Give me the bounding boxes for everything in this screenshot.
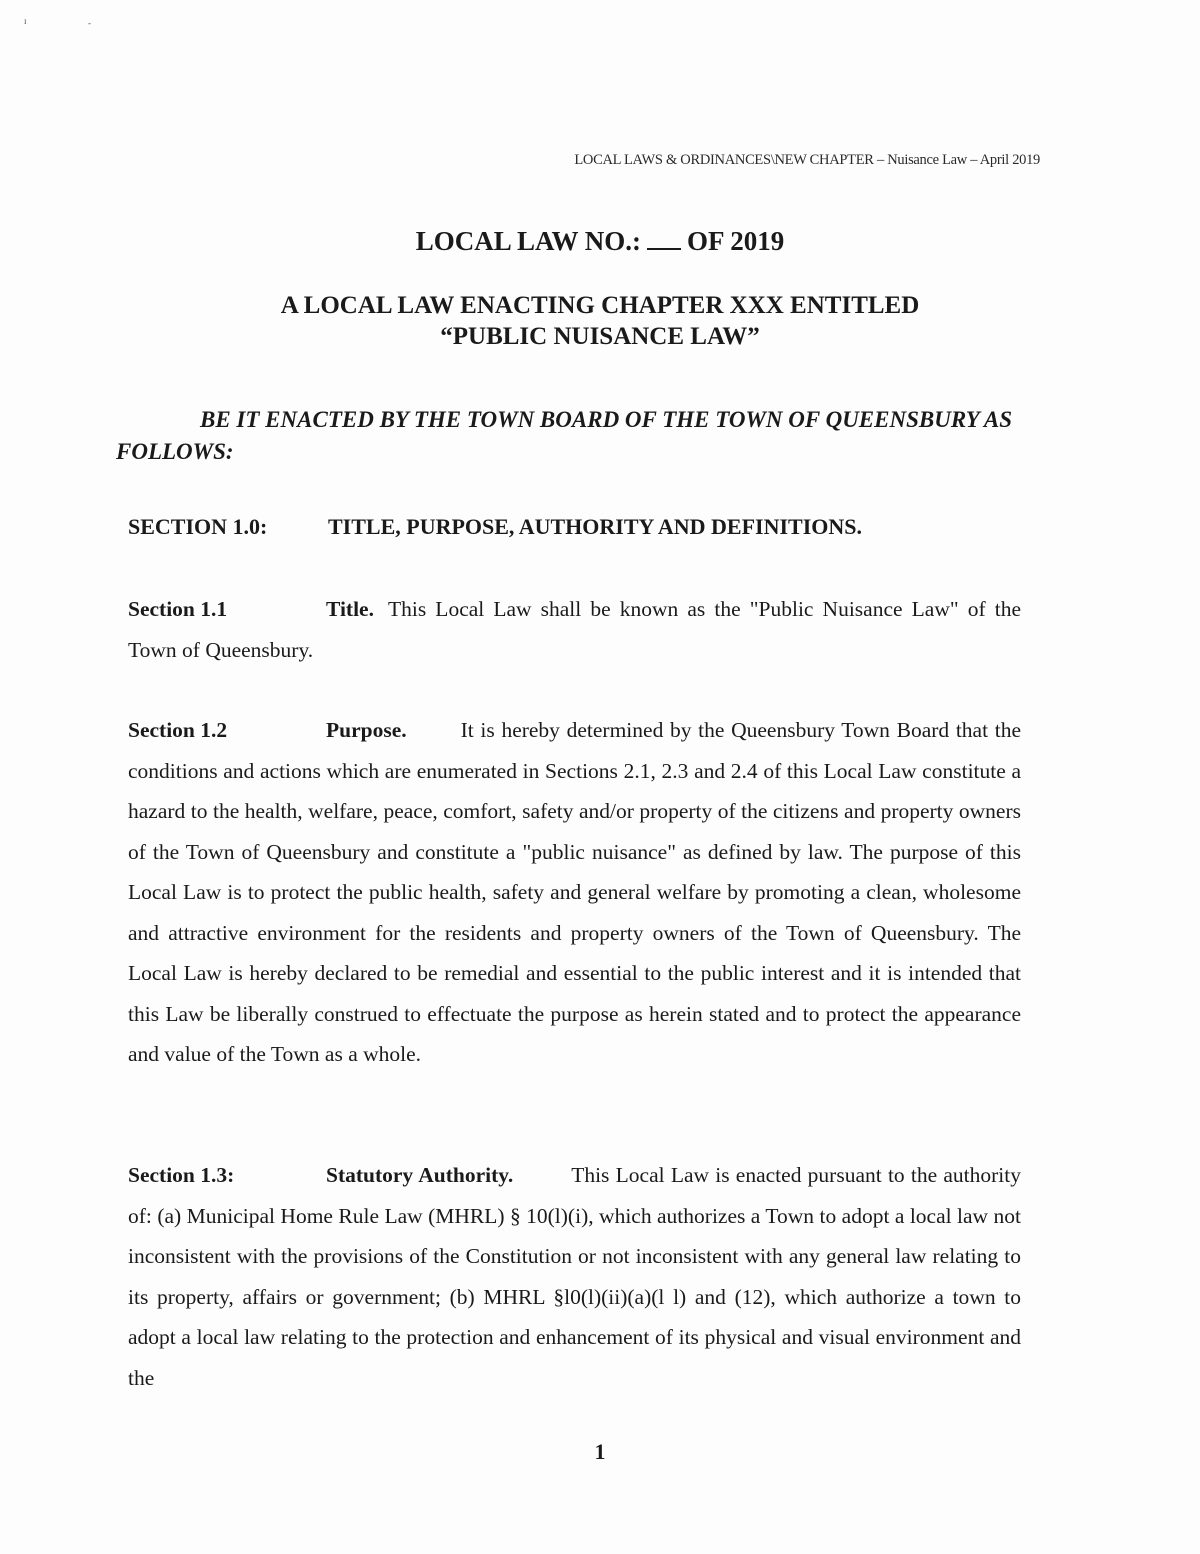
section-1-heading — [128, 514, 862, 540]
section-label: Section 1.3: — [128, 1163, 235, 1187]
document-header-path: LOCAL LAWS & ORDINANCES\NEW CHAPTER – Nuisance Law – April 2019 — [574, 152, 1040, 168]
section-label: Section 1.1 — [128, 597, 228, 621]
law-number-prefix: LOCAL LAW NO.: — [415, 226, 642, 256]
section-1-number: SECTION 1.0: — [128, 514, 268, 539]
section-heading: Title. — [326, 597, 374, 621]
chapter-title-line-2: “PUBLIC NUISANCE LAW” — [440, 323, 760, 350]
chapter-title-line-1: A LOCAL LAW ENACTING CHAPTER XXX ENTITLED — [280, 292, 920, 319]
section-1-2-paragraph — [128, 710, 1021, 1075]
chapter-title — [0, 290, 1200, 352]
section-1-1-paragraph — [128, 589, 1021, 670]
section-text: It is hereby determined by the Queensbury Town Board that the conditions and actions which are enumerated in Sections 2.1, 2.3 and 2.4 of this Local Law constitute a hazard to the health, welfare, peace, comfort, safety and/or property of the citizens and property owners of the Town of Queensbury and constitute a "public nuisance" as defined by law. The purpose of this Local Law is to protect the public health, safety and general welfare by promoting a clean, wholesome and attractive environment for the residents and property owners of the Town of Queensbury. The Local Law is hereby declared to be remedial and essential to the public interest and it is intended that this Law be liberally construed to effectuate the purpose as herein stated and to protect the appearance and value of the Town as a whole. — [128, 718, 1021, 1066]
section-text: This Local Law is enacted pursuant to the authority of: (a) Municipal Home Rule Law (MHRL) § 10(l)(i), which authorizes a Town to adopt a local law not inconsistent with the provisions of the Constitution or not inconsistent with any general law relating to its property, affairs or government; (b) MHRL §l0(l)(ii)(a)(l l) and (12), which authorize a town to adopt a local law relating to the protection and enhancement of its physical and visual environment and the — [128, 1163, 1022, 1390]
law-number-suffix: OF 2019 — [687, 226, 785, 256]
scan-artifact-mark: ɪ — [24, 16, 27, 26]
section-1-3-paragraph — [128, 1155, 1021, 1398]
scan-artifact-mark: - — [88, 18, 91, 28]
section-1-title: TITLE, PURPOSE, AUTHORITY AND DEFINITIONS. — [328, 514, 863, 539]
section-heading: Statutory Authority. — [326, 1163, 514, 1187]
law-number-blank — [647, 228, 681, 250]
section-label: Section 1.2 — [128, 718, 228, 742]
enacting-clause-text: BE IT ENACTED BY THE TOWN BOARD OF THE TOWN OF QUEENSBURY AS FOLLOWS: — [116, 407, 1012, 464]
local-law-number-title — [0, 226, 1200, 257]
section-heading: Purpose. — [326, 718, 407, 742]
page-number: 1 — [594, 1439, 606, 1464]
section-text: This Local Law shall be known as the "Public Nuisance Law" of the Town of Queensbury. — [128, 597, 1021, 662]
enacting-clause — [116, 404, 1036, 468]
